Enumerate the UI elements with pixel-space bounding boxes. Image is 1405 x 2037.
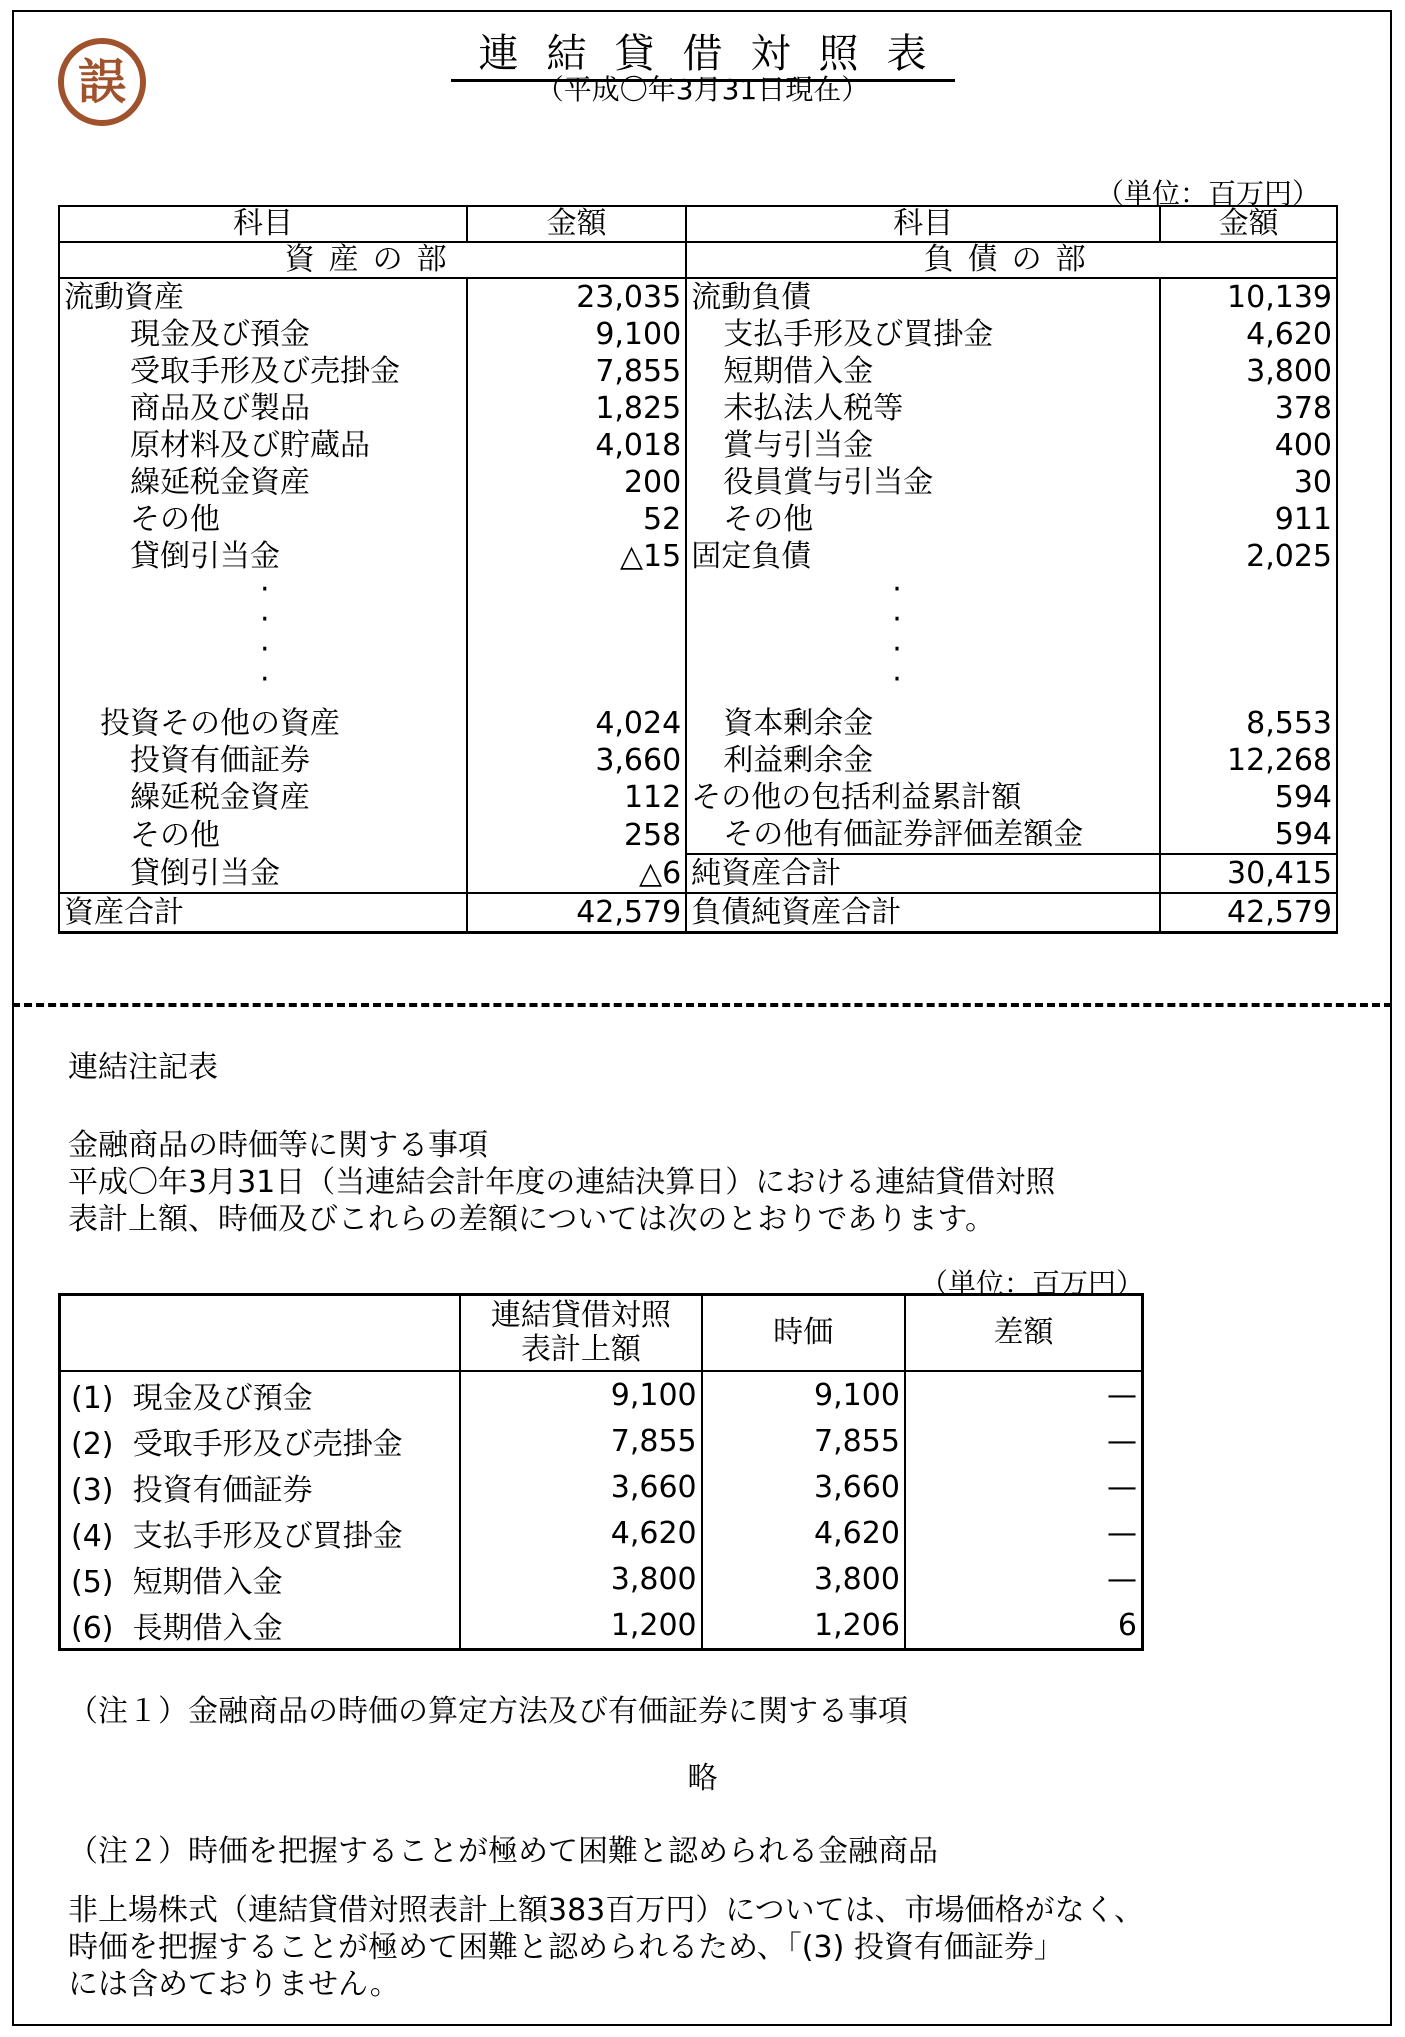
omitted-marker: 略 (687, 1761, 718, 1796)
unit-label: （単位：百万円） (920, 1267, 1145, 1300)
assets-section: 資産の部 (59, 242, 686, 278)
table-row: 貸倒引当金 △15 固定負債 2,025 (59, 538, 1337, 575)
fair-value-text: 平成〇年3月31日（当連結会計年度の連結決算日）における連結貸借対照 (68, 1165, 1056, 1200)
section-divider (12, 1003, 1392, 1007)
unlisted-text: 時価を把握することが極めて困難と認められるため、「(3) 投資有価証券」 (68, 1930, 1064, 1965)
table-row: (4) 支払手形及び買掛金 4,620 4,620 — (60, 1510, 1143, 1556)
col-header-item: 科目 (686, 206, 1160, 242)
table-row: 繰延税金資産 200 役員賞与引当金 30 (59, 464, 1337, 501)
table-row: (1) 現金及び預金 9,100 9,100 — (60, 1371, 1143, 1418)
col-header-fair-value: 時価 (702, 1295, 905, 1372)
unlisted-text: 非上場株式（連結貸借対照表計上額383百万円）については、市場価格がなく、 (68, 1893, 1145, 1928)
table-row: (2) 受取手形及び売掛金 7,855 7,855 — (60, 1418, 1143, 1464)
col-header-item: 科目 (59, 206, 467, 242)
balance-sheet-table (58, 205, 1338, 934)
header-row (59, 206, 1337, 242)
page-title: 連結貸借対照表 (0, 22, 1405, 79)
col-header-bs-amount: 連結貸借対照 表計上額 (460, 1295, 702, 1372)
table-row: 投資有価証券 3,660 利益剰余金 12,268 (59, 742, 1337, 779)
unlisted-text: には含めておりません。 (68, 1967, 400, 2002)
table-row: その他 52 その他 911 (59, 501, 1337, 538)
table-row: (5) 短期借入金 3,800 3,800 — (60, 1556, 1143, 1602)
fair-value-table (58, 1293, 1144, 1651)
section-row (59, 242, 1337, 278)
table-row: 商品及び製品 1,825 未払法人税等 378 (59, 390, 1337, 427)
note-1: （注１）金融商品の時価の算定方法及び有価証券に関する事項 (68, 1694, 908, 1729)
fair-value-title: 金融商品の時価等に関する事項 (68, 1128, 488, 1163)
table-row: 原材料及び貯蔵品 4,018 賞与引当金 400 (59, 427, 1337, 464)
notes-heading: 連結注記表 (68, 1050, 218, 1085)
table-row: 現金及び預金 9,100 支払手形及び買掛金 4,620 (59, 316, 1337, 353)
table-row: 流動資産 23,035 流動負債 10,139 (59, 278, 1337, 316)
table-row: 投資その他の資産 4,024 資本剰余金 8,553 (59, 705, 1337, 742)
ellipsis-row (59, 575, 1337, 705)
fair-value-text: 表計上額、時価及びこれらの差額については次のとおりであります。 (68, 1202, 995, 1237)
liabilities-section: 負債の部 (686, 242, 1337, 278)
col-header-amount: 金額 (1160, 206, 1337, 242)
as-of-date: （平成〇年3月31日現在） (535, 73, 870, 106)
ellipsis-marker: · · · · (686, 575, 1160, 705)
table-row: 繰延税金資産 112 その他の包括利益累計額 594 (59, 779, 1337, 816)
ellipsis-marker: · · · · (59, 575, 467, 705)
header-row (60, 1295, 1143, 1372)
table-row: (6) 長期借入金 1,200 1,206 6 (60, 1602, 1143, 1650)
total-row: 資産合計 42,579 負債純資産合計 42,579 (59, 893, 1337, 933)
note-2: （注２）時価を把握することが極めて困難と認められる金融商品 (68, 1834, 938, 1869)
table-row: その他 258 その他有価証券評価差額金 594 (59, 816, 1337, 854)
table-row: (3) 投資有価証券 3,660 3,660 — (60, 1464, 1143, 1510)
error-stamp: 誤 (58, 38, 146, 126)
table-row: 貸倒引当金 △6 純資産合計 30,415 (59, 854, 1337, 893)
table-row: 受取手形及び売掛金 7,855 短期借入金 3,800 (59, 353, 1337, 390)
col-header-amount: 金額 (467, 206, 686, 242)
unit-label: （単位：百万円） (1095, 177, 1320, 210)
blank-header (60, 1295, 461, 1372)
col-header-difference: 差額 (905, 1295, 1143, 1372)
